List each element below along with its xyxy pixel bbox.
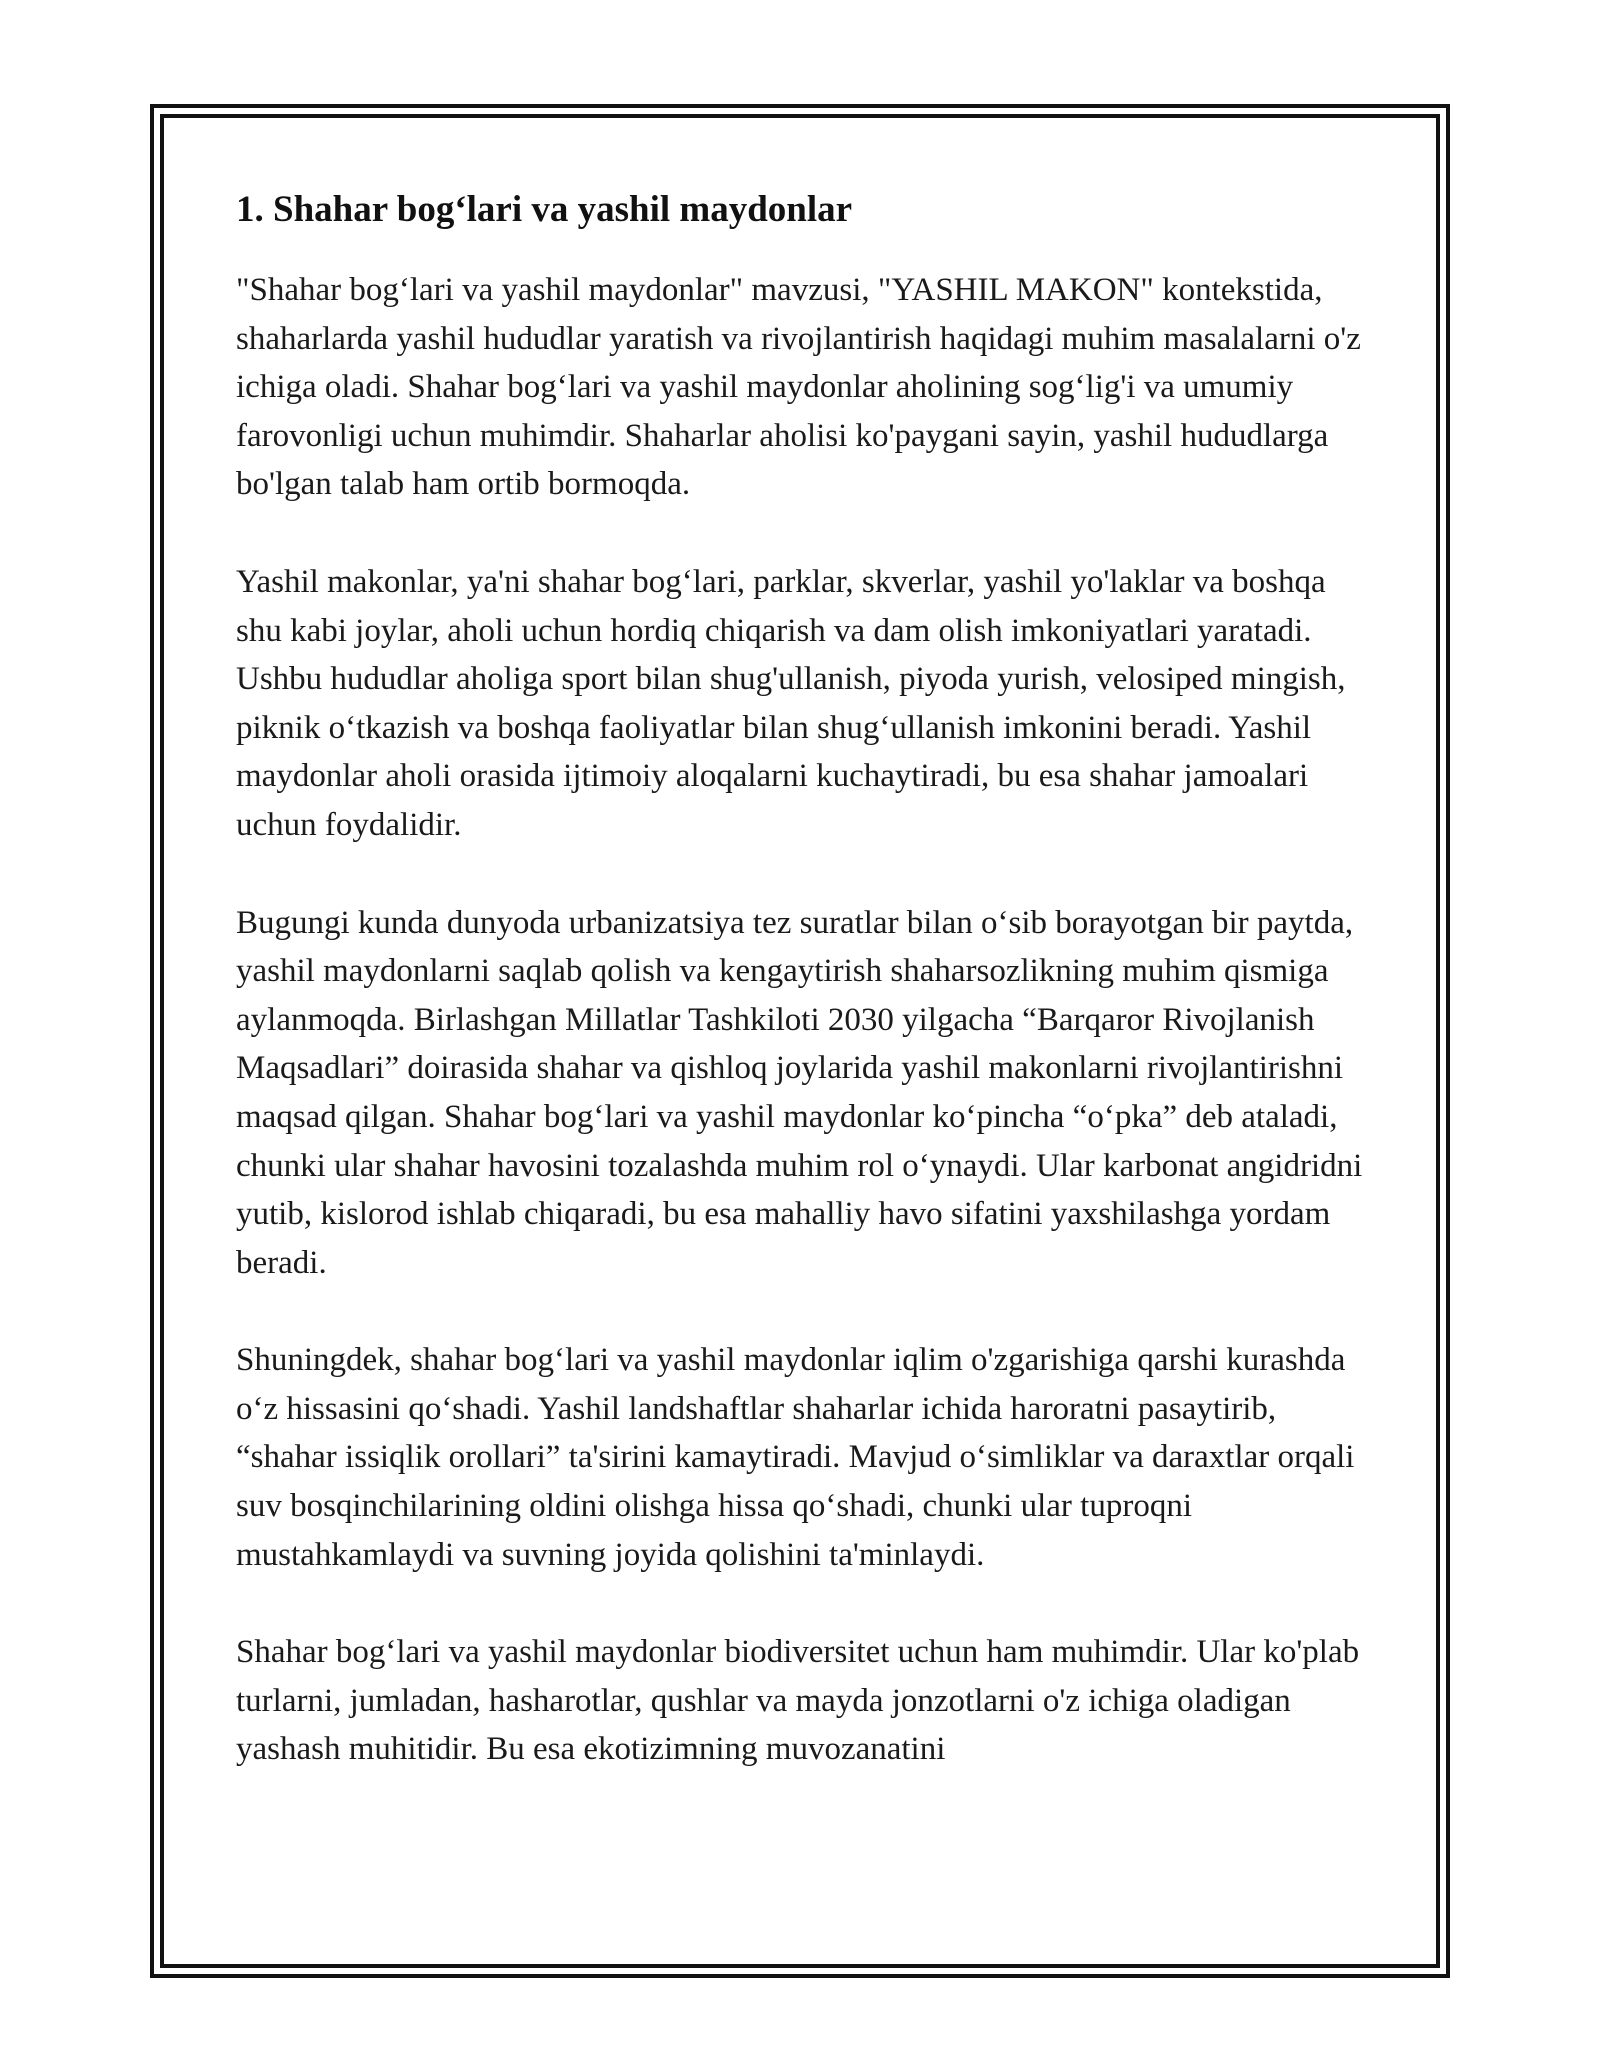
paragraph-intro: "Shahar bog‘lari va yashil maydonlar" mavzusi, "YASHIL MAKON" kontekstida, shaharlarda yashil hududlar yaratish va rivojlantirish haqidagi muhim masalalarni o'z ichiga oladi. Shahar bog‘lari va yashil maydonlar aholining sog‘lig'i va umumiy farovonligi uchun muhimdir. Shaharlar aholisi ko'paygani sayin, yashil hududlarga bo'lgan talab ham ortib bormoqda.: [236, 272, 1361, 503]
section-heading: 1. Shahar bog‘lari va yashil maydonlar: [236, 189, 853, 230]
paragraph-biodiversity: Shahar bog‘lari va yashil maydonlar biodiversitet uchun ham muhimdir. Ular ko'plab turlarni, jumladan, hasharotlar, qushlar va mayda jonzotlarni o'z ichiga oladigan yashash muhitidir. Bu esa ekotizimning muvozanatini: [236, 1634, 1360, 1768]
paragraph-climate: Shuningdek, shahar bog‘lari va yashil maydonlar iqlim o'zgarishiga qarshi kurashda o‘z hissasini qo‘shadi. Yashil landshaftlar shaharlar ichida haroratni pasaytirib, “shahar issiqlik orollari” ta'sirini kamaytiradi. Mavjud o‘simliklar va daraxtlar orqali suv bosqinchilarining oldini olishga hissa qo‘shadi, chunki ular tuproqni mustahkamlaydi va suvning joyida qolishini ta'minlaydi.: [236, 1342, 1355, 1573]
document-body: [236, 188, 1376, 1823]
paragraph-urbanization: Bugungi kunda dunyoda urbanizatsiya tez suratlar bilan o‘sib borayotgan bir paytda, yashil maydonlarni saqlab qolish va kengaytirish shaharsozlikning muhim qismiga aylanmoqda. Birlashgan Millatlar Tashkiloti 2030 yilgacha “Barqaror Rivojlanish Maqsadlari” doirasida shahar va qishloq joylarida yashil makonlarni rivojlantirishni maqsad qilgan. Shahar bog‘lari va yashil maydonlar ko‘pincha “o‘pka” deb ataladi, chunki ular shahar havosini tozalashda muhim rol o‘ynaydi. Ular karbonat angidridni yutib, kislorod ishlab chiqaradi, bu esa mahalliy havo sifatini yaxshilashga yordam beradi.: [236, 904, 1363, 1281]
paragraph-green-spaces: Yashil makonlar, ya'ni shahar bog‘lari, parklar, skverlar, yashil yo'laklar va boshqa shu kabi joylar, aholi uchun hordiq chiqarish va dam olish imkoniyatlari yaratadi. Ushbu hududlar aholiga sport bilan shug'ullanish, piyoda yurish, velosiped mingish, piknik o‘tkazish va boshqa faoliyatlar bilan shug‘ullanish imkonini beradi. Yashil maydonlar aholi orasida ijtimoiy aloqalarni kuchaytiradi, bu esa shahar jamoalari uchun foydalidir.: [236, 563, 1346, 843]
